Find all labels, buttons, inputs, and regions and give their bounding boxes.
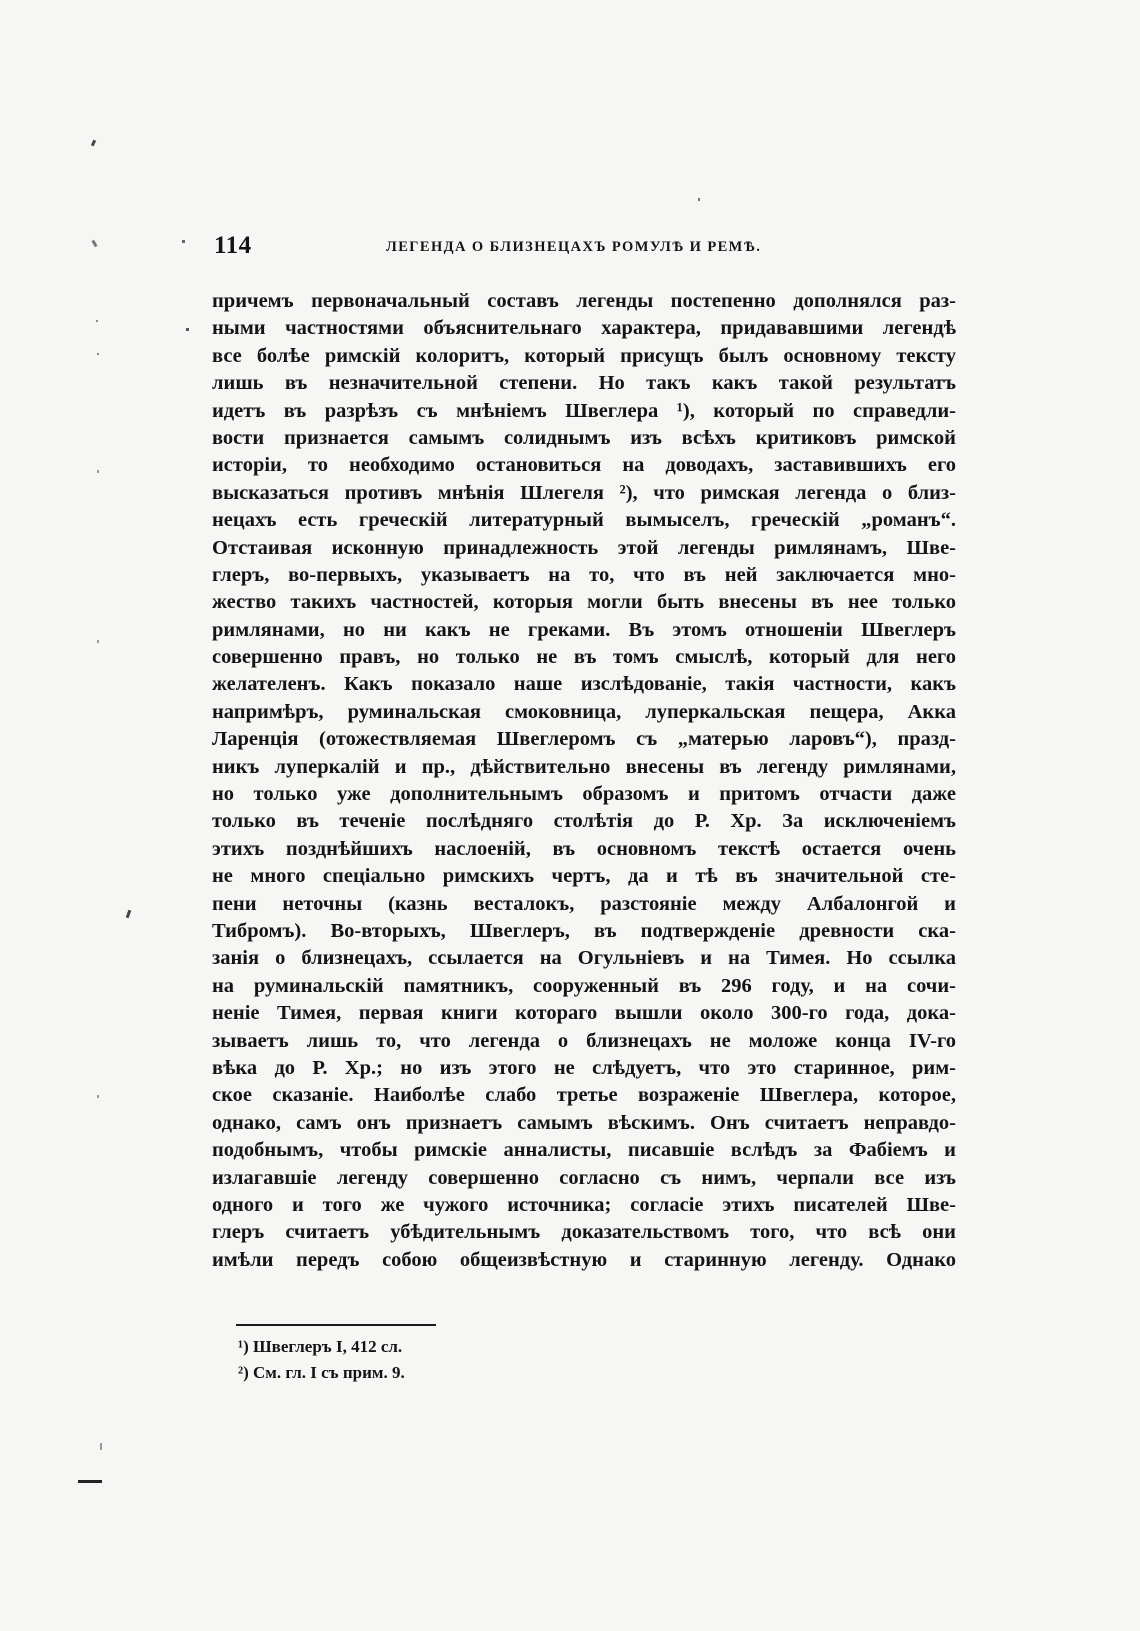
- text-line: вѣка до Р. Хр.; но изъ этого не слѣдуетъ, что это старинное, рим-: [212, 1056, 956, 1079]
- text-line: причемъ первоначальный составъ легенды постепенно дополнялся раз-: [212, 290, 956, 312]
- text-line: вости признается самымъ солиднымъ изъ всѣхъ критиковъ римской: [212, 426, 956, 449]
- text-line: желателенъ. Какъ показало наше изслѣдованіе, такія частности, какъ: [212, 673, 956, 696]
- footnote-separator: [236, 1324, 436, 1326]
- text-line: ными частностями объяснительнаго характера, придававшими легендѣ: [212, 317, 956, 340]
- text-line: имѣли передъ собою общеизвѣстную и старинную легенду. Однако: [212, 1248, 956, 1271]
- text-line: ское сказаніе. Наиболѣе слабо третье возраженіе Швеглера, которое,: [212, 1084, 956, 1107]
- scan-speck: [91, 240, 97, 248]
- text-line: однако, самъ онъ признаетъ самымъ вѣскимъ. Онъ считаетъ неправдо-: [212, 1111, 956, 1134]
- scan-speck: [100, 1443, 102, 1450]
- text-line: на руминальскій памятникъ, сооруженный въ 296 году, и на сочи-: [212, 974, 956, 997]
- text-line: все болѣе римскій колоритъ, который присущъ былъ основному тексту: [212, 344, 956, 367]
- scan-speck: [78, 1480, 102, 1483]
- text-line: жество такихъ частностей, которыя могли быть внесены въ нее только: [212, 591, 956, 614]
- text-line: Отстаивая исконную принадлежность этой легенды римлянамъ, Шве-: [212, 536, 956, 559]
- scan-speck: [182, 240, 185, 243]
- scan-speck: [126, 910, 132, 919]
- text-line: никъ луперкалій и пр., дѣйствительно внесены въ легенду римлянами,: [212, 755, 956, 778]
- footnote: ²) См. гл. I съ прим. 9.: [238, 1363, 405, 1382]
- text-line: исторіи, то необходимо остановиться на доводахъ, заставившихъ его: [212, 454, 956, 477]
- text-line: совершенно правъ, но только не въ томъ смыслѣ, который для него: [212, 646, 956, 669]
- text-line: пени неточны (казнь весталокъ, разстояніе между Албалонгой и: [212, 892, 956, 915]
- text-line: лишь въ незначительной степени. Но такъ какъ такой результатъ: [212, 372, 956, 395]
- footnote: ¹) Швеглеръ I, 412 сл.: [238, 1337, 403, 1356]
- text-line: напримѣръ, руминальская смоковница, луперкальская пещера, Акка: [212, 700, 956, 723]
- scan-speck: [97, 1095, 99, 1098]
- main-text: [212, 288, 956, 1274]
- text-line: занія о близнецахъ, ссылается на Огульніевъ и на Тимея. Но ссылка: [212, 947, 956, 970]
- page-header: [214, 232, 959, 262]
- scan-speck: [97, 353, 99, 355]
- text-line: излагавшіе легенду совершенно согласно съ нимъ, черпали все изъ: [212, 1166, 956, 1189]
- text-line: подобнымъ, чтобы римскіе анналисты, писавшіе вслѣдъ за Фабіемъ и: [212, 1139, 956, 1162]
- footnotes: [238, 1334, 638, 1386]
- text-line: Тибромъ). Во-вторыхъ, Швеглеръ, въ подтвержденіе древности ска-: [212, 919, 956, 942]
- text-line: глеръ считаетъ убѣдительнымъ доказательствомъ того, что всѣ они: [212, 1221, 956, 1244]
- scan-speck: [97, 640, 99, 643]
- text-line: высказаться противъ мнѣнія Шлегеля ²), что римская легенда о близ-: [212, 481, 956, 504]
- scan-speck: [186, 328, 189, 331]
- text-line: глеръ, во-первыхъ, указываетъ на то, что въ ней заключается мно-: [212, 563, 956, 586]
- text-line: Ларенція (отожествляемая Швеглеромъ съ „матерью ларовъ“), празд-: [212, 728, 956, 751]
- scan-speck: [96, 320, 98, 322]
- page-number: 114: [214, 232, 252, 259]
- text-line: неніе Тимея, первая книги котораго вышли около 300-го года, дока-: [212, 1002, 956, 1025]
- text-line: идетъ въ разрѣзъ съ мнѣніемъ Швеглера ¹), который по справедли-: [212, 399, 956, 422]
- text-line: одного и того же чужого источника; согласіе этихъ писателей Шве-: [212, 1193, 956, 1216]
- text-line: только въ теченіе послѣдняго столѣтія до Р. Хр. За исключеніемъ: [212, 810, 956, 833]
- text-line: зываетъ лишь то, что легенда о близнецахъ не моложе конца IV-го: [212, 1029, 956, 1052]
- text-line: римлянами, но ни какъ не греками. Въ этомъ отношеніи Швеглеръ: [212, 618, 956, 641]
- running-title: ЛЕГЕНДА О БЛИЗНЕЦАХЪ РОМУЛѢ И РЕМѢ.: [386, 239, 762, 255]
- text-line: не много спеціально римскихъ чертъ, да и тѣ въ значительной сте-: [212, 865, 956, 888]
- text-line: нецахъ есть греческій литературный вымыселъ, греческій „романъ“.: [212, 509, 956, 532]
- scan-speck: [97, 470, 99, 473]
- text-line: но только уже дополнительнымъ образомъ и притомъ отчасти даже: [212, 783, 956, 806]
- scan-speck: [91, 140, 96, 147]
- text-line: этихъ позднѣйшихъ наслоеній, въ основномъ текстѣ остается очень: [212, 837, 956, 860]
- scan-speck: [698, 198, 700, 201]
